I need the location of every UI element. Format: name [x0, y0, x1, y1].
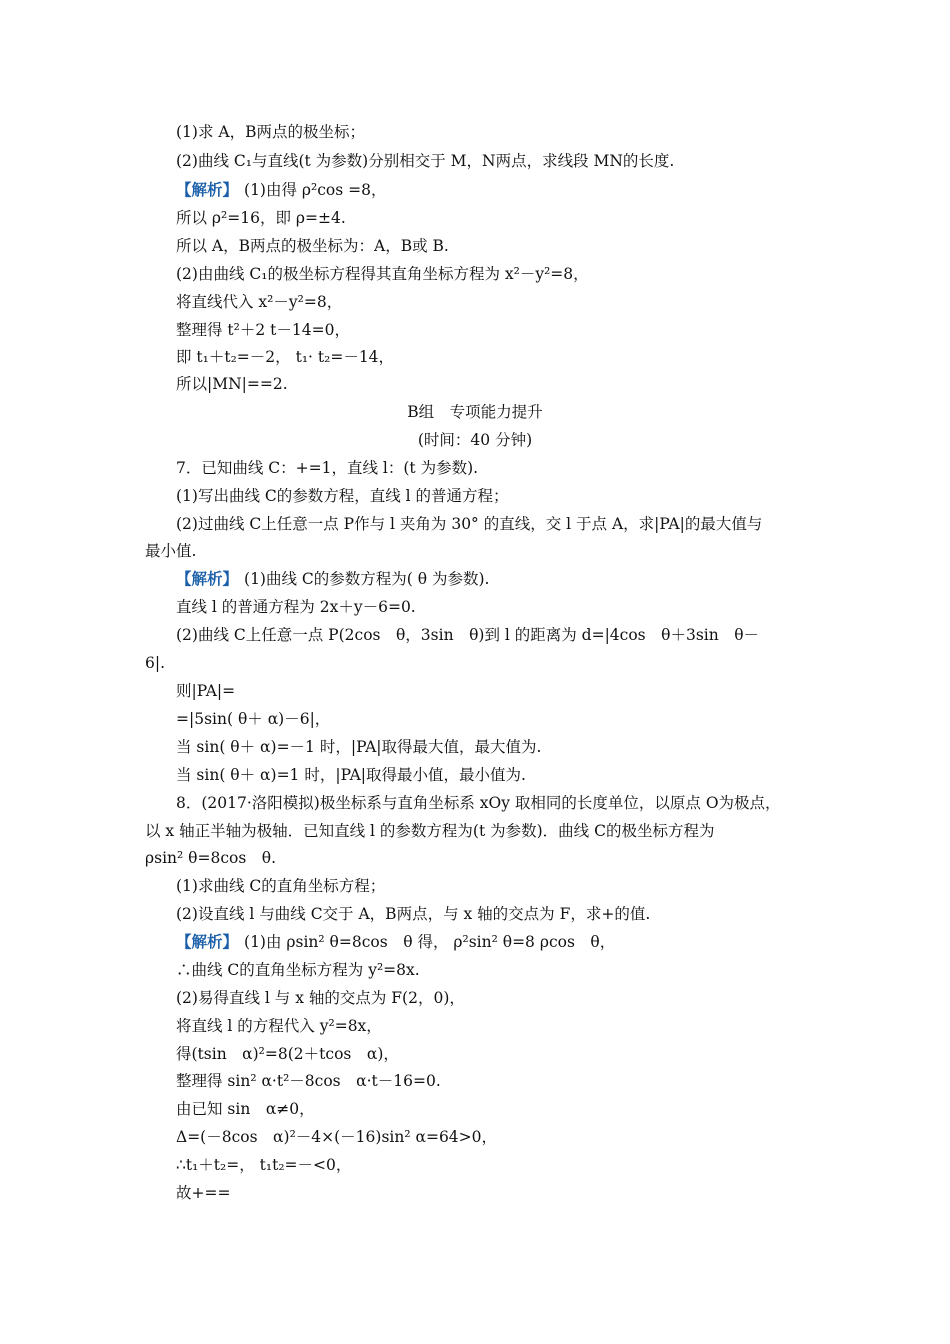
- solution-tag: 【解析】: [176, 180, 239, 199]
- solution-text: (1)曲线 C的参数方程为( θ 为参数).: [244, 570, 490, 588]
- question-8-cont-2: ρsin² θ=8cos θ.: [145, 849, 277, 867]
- solution-7-line-8: 当 sin( θ＋ α)=1 时，|PA|取得最小值，最小值为.: [176, 766, 526, 784]
- solution-6-line-2: 所以 ρ²=16，即 ρ=±4.: [176, 209, 346, 227]
- solution-7-line-1: [176, 569, 489, 589]
- solution-7-line-5: 则|PA|=: [176, 682, 236, 700]
- solution-text: (1)由 ρsin² θ=8cos θ 得， ρ²sin² θ=8 ρcos θ，: [244, 933, 616, 951]
- solution-8-line-5: 得(tsin α)²=8(2＋tcos α)，: [176, 1045, 399, 1063]
- question-6-part-2: (2)曲线 C₁与直线(t 为参数)分别相交于 M，N两点，求线段 MN的长度.: [176, 152, 675, 170]
- solution-8-line-4: 将直线 l 的方程代入 y²=8x，: [176, 1017, 382, 1035]
- solution-7-line-3: (2)曲线 C上任意一点 P(2cos θ，3sin θ)到 l 的距离为 d=|4cos θ＋3sin θ－: [176, 626, 760, 644]
- solution-6-line-7: 即 t₁＋t₂=－2， t₁· t₂=－14，: [176, 348, 395, 366]
- solution-tag: 【解析】: [176, 932, 239, 951]
- solution-6-line-6: 整理得 t²＋2 t－14=0，: [176, 321, 350, 339]
- solution-6-line-3: 所以 A，B两点的极坐标为：A，B或 B.: [176, 237, 449, 255]
- question-8-part-1: (1)求曲线 C的直角坐标方程；: [176, 877, 386, 895]
- solution-8-line-3: (2)易得直线 l 与 x 轴的交点为 F(2，0)，: [176, 989, 465, 1007]
- section-time: (时间：40 分钟): [417, 431, 533, 449]
- question-7-part-1: (1)写出曲线 C的参数方程，直线 l 的普通方程；: [176, 487, 509, 505]
- solution-8-line-2: ∴曲线 C的直角坐标方程为 y²=8x.: [176, 961, 420, 979]
- question-7-part-2-cont: 最小值.: [145, 542, 197, 560]
- question-6-part-1: (1)求 A，B两点的极坐标；: [176, 123, 365, 141]
- solution-6-line-5: 将直线代入 x²－y²=8，: [176, 293, 343, 311]
- solution-6-line-4: (2)由曲线 C₁的极坐标方程得其直角坐标方程为 x²－y²=8，: [176, 265, 589, 283]
- solution-6-line-1: [176, 180, 386, 200]
- solution-8-line-10: 故+==: [176, 1184, 231, 1202]
- question-7-part-2: (2)过曲线 C上任意一点 P作与 l 夹角为 30° 的直线，交 l 于点 A，求|PA|的最大值与: [176, 515, 763, 533]
- question-8-cont-1: 以 x 轴正半轴为极轴．已知直线 l 的参数方程为(t 为参数)．曲线 C的极坐标方程为: [145, 822, 715, 840]
- question-7: 7．已知曲线 C：+=1，直线 l：(t 为参数).: [176, 459, 479, 477]
- solution-6-line-8: 所以|MN|==2.: [176, 375, 288, 393]
- solution-8-line-1: [176, 932, 615, 952]
- solution-7-line-2: 直线 l 的普通方程为 2x＋y－6=0.: [176, 598, 416, 616]
- solution-8-line-6: 整理得 sin² α·t²－8cos α·t－16=0.: [176, 1072, 441, 1090]
- solution-8-line-9: ∴t₁＋t₂=， t₁t₂=－<0，: [176, 1156, 352, 1174]
- question-8-part-2: (2)设直线 l 与曲线 C交于 A，B两点，与 x 轴的交点为 F，求+的值.: [176, 905, 651, 923]
- solution-8-line-8: Δ=(－8cos α)²－4×(－16)sin² α=64>0，: [176, 1128, 498, 1146]
- solution-7-line-7: 当 sin( θ＋ α)=－1 时，|PA|取得最大值，最大值为.: [176, 738, 542, 756]
- solution-7-line-6: =|5sin( θ＋ α)－6|，: [176, 710, 331, 728]
- question-8: 8．(2017·洛阳模拟)极坐标系与直角坐标系 xOy 取相同的长度单位，以原点 O为极点，: [176, 794, 781, 812]
- solution-tag: 【解析】: [176, 569, 239, 588]
- solution-8-line-7: 由已知 sin α≠0，: [176, 1100, 315, 1118]
- solution-7-line-4: 6|.: [145, 654, 166, 672]
- solution-text: (1)由得 ρ²cos =8，: [244, 181, 387, 199]
- section-title: B组 专项能力提升: [407, 403, 543, 421]
